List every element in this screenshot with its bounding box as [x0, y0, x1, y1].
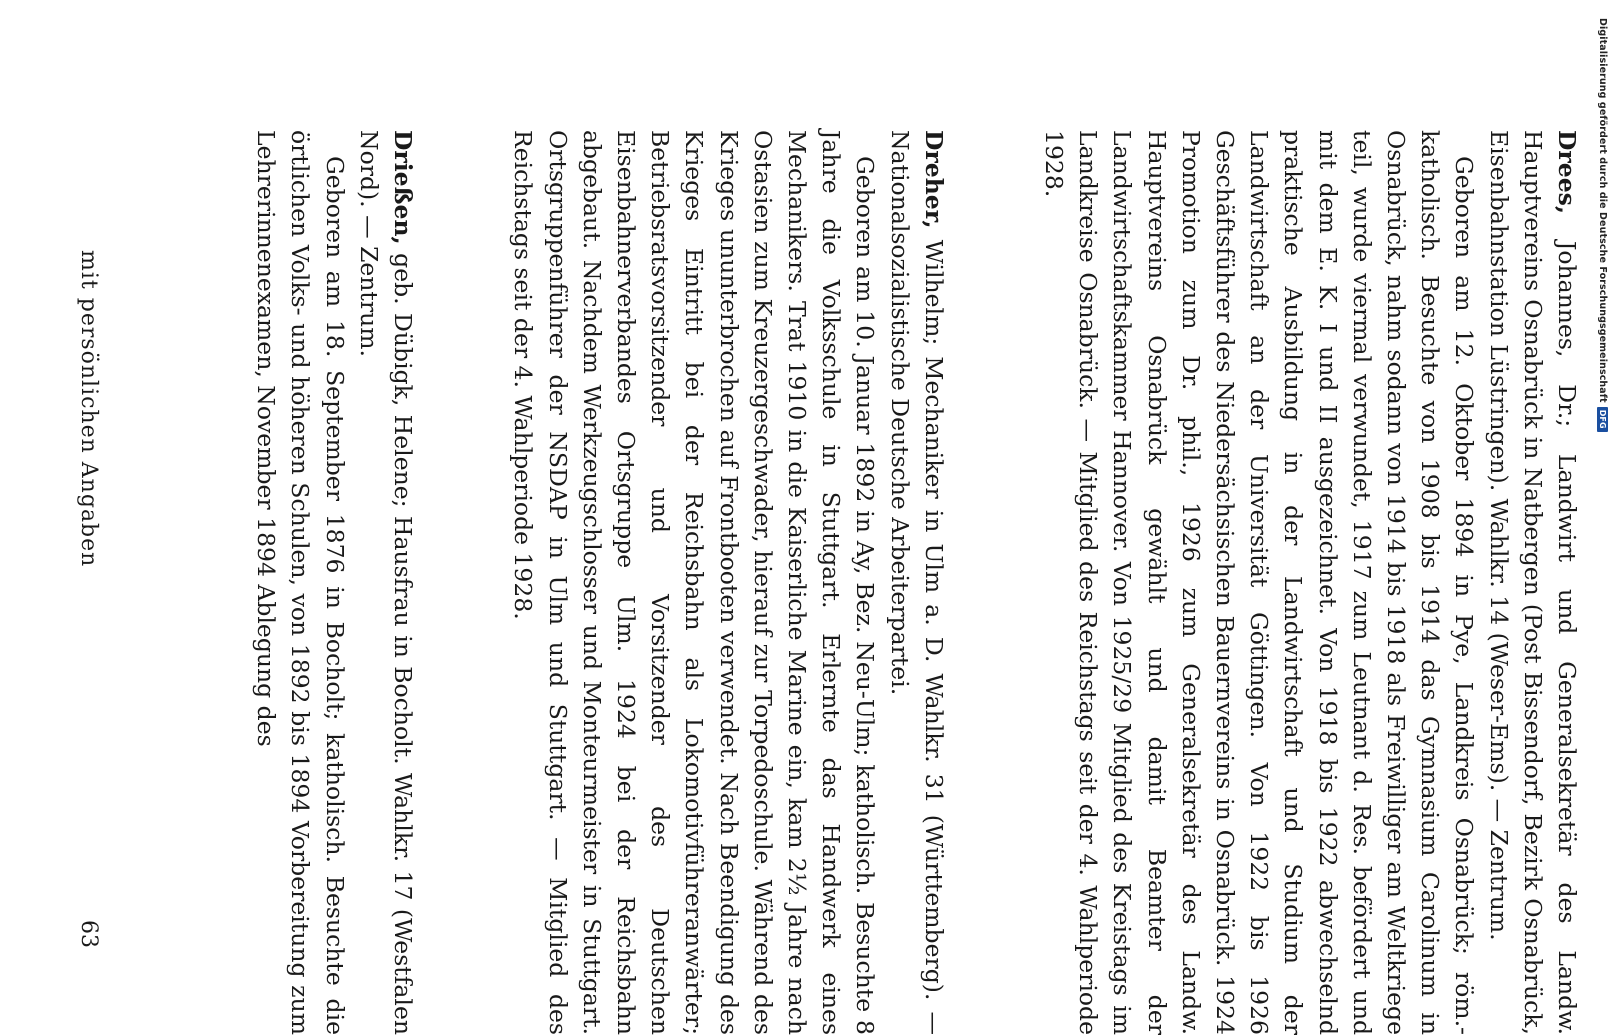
entry-name: Drees,: [1553, 130, 1581, 215]
entry-intro: Johannes, Dr.; Landwirt und Generalsekretär des Landw. Hauptvereins Osnabrück in Natbergen (Post Bissendorf, Bezirk Osnabrück, Eisenbahnstation Lüstringen). Wahlkr. 14 (Weser-Ems). — Zentrum.: [1484, 130, 1581, 1035]
biography-entry-drees: [1037, 130, 1584, 1035]
biography-entry-dreher: [506, 130, 951, 1035]
entry-intro: Wilhelm; Mechaniker in Ulm a. D. Wahlkr. 31 (Württemberg). — Nationalsozialistische Deutsche Arbeiterpartei.: [885, 130, 948, 1035]
entry-name: Drießen,: [389, 130, 418, 245]
dfg-logo: DFG: [1597, 407, 1608, 432]
entry-name: Dreher,: [919, 130, 948, 229]
entry-biography: Geboren am 12. Oktober 1894 in Pye, Landkreis Osnabrück; röm.-katholisch. Besuchte von 1908 bis 1914 das Gymnasium Carolinum in Osnabrück, nahm sodann von 1914 bis 1918 als Freiwilliger am Weltkriege teil, wurde viermal verwundet, 1917 zum Leutnant d. Res. befördert und mit dem E. K. I und II ausgezeichnet. Von 1918 bis 1922 abwechselnd praktische Ausbildung in der Landwirtschaft und Studium der Landwirtschaft an der Universität Göttingen. Von 1922 bis 1926 Geschäftsführer des Niedersächsischen Bauernvereins in Osnabrück. 1924 Promotion zum Dr. phil., 1926 zum Generalsekretär des Landw. Hauptvereins Osnabrück gewählt und damit Beamter der Landwirtschaftskammer Hannover. Von 1925/29 Mitglied des Kreistags im Landkreise Osnabrück. — Mitglied des Reichstags seit der 4. Wahlperiode 1928.: [1039, 130, 1479, 1035]
entry-biography: Geboren am 18. September 1876 in Bocholt; katholisch. Besuchte die örtlichen Volks- und höheren Schulen, von 1892 bis 1894 Vorbereitung zum Lehrerinnenexamen, November 1894 Ablegung des: [252, 130, 349, 1035]
digitization-watermark: [1597, 18, 1608, 432]
running-head-title: mit persönlichen Angaben: [76, 250, 101, 568]
biography-entry-driessen: [249, 130, 420, 1035]
page-number: 63: [76, 920, 101, 948]
text-column: [114, 130, 1584, 1035]
entry-intro: geb. Dübigk, Helene; Hausfrau in Bocholt. Wahlkr. 17 (Westfalen Nord). — Zentrum.: [354, 130, 418, 1035]
watermark-text: Digitalisierung gefördert durch die Deutsche Forschungsgemeinschaft: [1597, 18, 1608, 403]
entry-biography: Geboren am 10. Januar 1892 in Ay, Bez. Neu-Ulm; katholisch. Besuchte 8 Jahre die Volksschule in Stuttgart. Erlernte das Handwerk eines Mechanikers. Trat 1910 in die Kaiserliche Marine ein, kam 2½ Jahre nach Ostasien zum Kreuzergeschwader, hierauf zur Torpedoschule. Während des Krieges ununterbrochen auf Frontbooten verwendet. Nach Beendigung des Krieges Eintritt bei der Reichsbahn als Lokomotivführeranwärter; Betriebsratsvorsitzender und Vorsitzender des Deutschen Eisenbahnerverbandes Ortsgruppe Ulm. 1924 bei der Reichsbahn abgebaut. Nachdem Werkzeugschlosser und Monteurmeister in Stuttgart. Ortsgruppenführer der NSDAP in Ulm und Stuttgart. — Mitglied des Reichstags seit der 4. Wahlperiode 1928.: [509, 130, 880, 1035]
running-head: [65, 90, 101, 990]
